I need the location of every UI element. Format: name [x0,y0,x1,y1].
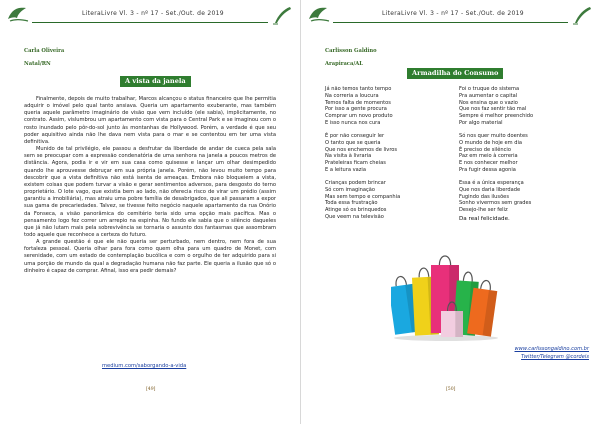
dove-ornament-icon [307,5,331,27]
header-title: LiteraLivre Vl. 3 - nº 17 - Set./Out. de 2019 [82,10,224,17]
poem-column-right [459,86,533,222]
poem-line: Crianças podem brincar [325,180,386,187]
poem-stanza [325,133,400,174]
poem-line: Atinge só os brinquedos [325,207,387,214]
story-paragraph: Munido de tal privilégio, ele passou a desfrutar da liberdade de andar de cueca pela sala sem se preocupar com a expressão condenatória de uma senhora na janela a poucos metros de distância. Agora, podia ir e vir em sua casa como quisesse e lançar um olhar desimpedido quando lhe aprouvesse debruçar em sua própria janela. Porém, não levou muito tempo para descobrir que a vista definitiva não está isenta de ameaças. Embora não bloqueiem a vista, existem coisas que podem turvar a visão e gerar sentimentos adversos, para desgosto do terno proprietário. O lote vago, que existia bem ao lado, não oferecia risco de virar um prédio (assim garantiu a imobiliária), mas atraiu uma pobre família de desabrigados, que ali passaram a expor sua gama de precariedades. Talvez, se tivesse feito negócio naquele apartamento da rua Onório da Fonseca, a visão panorâmica do cemitério teria sido uma opção mais pacífica. Mas o pensamento logo fez correr um arrepio na espinha. No fundo ele sabia que o silêncio daqueles que já não lutam mais pela sobrevivência se tornaria o assunto dos fantasmas que assombram todo aquele que reconhece a certeza do futuro. [24,146,276,238]
story-title: A vista da janela [120,76,191,87]
author-city: Arapiraca/AL [325,61,363,67]
poem-stanza [325,180,400,221]
poem-line: Na visita à livraria [325,153,372,160]
poem-line: Que nos enchemos de livros [325,146,398,153]
poem-line: Essa é a única esperança [459,180,524,187]
author-name: Carla Oliveira [24,48,65,54]
poem-line: E a leitura vazia [325,166,366,173]
page-number: [49] [146,387,156,392]
poem-line: Por algo material [459,119,503,126]
poem-stanza [459,86,533,127]
author-social-link[interactable]: Twitter/Telegram @cordeis [521,354,589,360]
poem-line: Temos falta de momentos [325,99,391,106]
page-header [307,5,594,27]
poem-stanza [459,180,533,214]
poem-line: Que veem na televisão [325,213,384,220]
author-city: Natal/RN [24,61,51,67]
dove-ornament-icon [6,5,30,27]
poem-line: É preciso de silêncio [459,146,511,153]
poem-column-left [325,86,400,227]
poem-stanza [325,86,400,127]
poem-line: Pra fugir dessa agonia [459,166,516,173]
poem-line: Pra aumentar o capital [459,92,518,99]
story-paragraph: A grande questão é que ele não queria ser perturbado, nem dentro, nem fora de sua fortaleza pessoal. Queria olhar para fora como quem olha para um quadro de Monet, com serenidade, com um estado de contemplação bucólica e com o orgulho de ter adquirido para si uma porção de mundo da qual a degradação humana não faz parte. Ele queria a ilusão que só o dinheiro é capaz de comprar. Afinal, isso era pedir demais? [24,239,276,274]
story-body [24,96,276,275]
poem-line: Paz em meio à correria [459,153,518,160]
author-name: Carlisson Galdino [325,48,377,54]
poem-line: Nos ensina que o vazio [459,99,518,106]
story-paragraph: Finalmente, depois de muito trabalhar, Marcos alcançou o status financeiro que lhe permitia adquirir o imóvel pelo qual tanto ansiava. Queria um apartamento exuberante, mas também queria aquele parâmetro imaginário de visão que vem incluído (ele sabia), implicitamente, no contrato. Assim, vislumbrou um apartamento com vista para o Central Park e se imaginou com o rosto inundado pelo pôr-do-sol junto às montanhas de Hollywood. Porém, a verdade é que seu poder aquisitivo ainda não lhe dava nem vista para o mar e se contentou em ter uma vista definitiva. [24,96,276,145]
poem-line: Sonho vivermos sem grades [459,200,532,207]
poem-line: Toda essa frustração [325,200,378,207]
poem-line: Só nos quer muito doentes [459,133,528,140]
poem-final-line: Da real felicidade. [459,215,510,222]
author-links [404,345,589,361]
poem-line: Comprar um novo produto [325,113,393,119]
poem-line: Na correria a loucura [325,92,379,99]
poem-line: Foi o truque do sistema [459,86,520,92]
poem-title: Armadilha do Consumo [407,68,503,79]
shopping-bags-icon [391,255,501,343]
quill-ornament-icon [570,5,594,27]
poem-line: E nos conhecer melhor [459,160,518,167]
quill-ornament-icon [270,5,294,27]
page-header [6,5,294,27]
poem-stanza [459,133,533,174]
poem-line: Que nos daria liberdade [459,186,521,193]
author-link[interactable]: medium.com/saborgando-a-vida [102,363,187,369]
poem-line: Fugindo das ilusões [459,193,509,200]
poem-line: Desejo-lhe ser feliz [459,207,508,214]
poem-line: É por não conseguir ler [325,133,385,140]
poem-line: Só com imaginação [325,186,376,193]
poem-line: Sempre é melhor preenchido [459,113,534,119]
poem-line: O tanto que se queria [325,139,381,146]
poem-line: Mas sem tempo e companhia [325,193,401,200]
poem-line: E isso nunca nos cura [325,119,381,126]
page-number: [50] [446,387,456,392]
poem-line: Prateleiras ficam cheias [325,160,386,167]
author-website-link[interactable]: www.carlissongaldino.com.br [514,346,589,352]
poem-line: Que nos faz sentir tão mal [459,106,527,113]
poem-line: Por isso a gente procura [325,106,387,113]
poem-line: O mundo de hoje em dia [459,139,523,146]
poem-line: Já não temos tanto tempo [325,86,392,92]
header-title: LiteraLivre Vl. 3 - nº 17 - Set./Out. de 2019 [382,10,524,17]
